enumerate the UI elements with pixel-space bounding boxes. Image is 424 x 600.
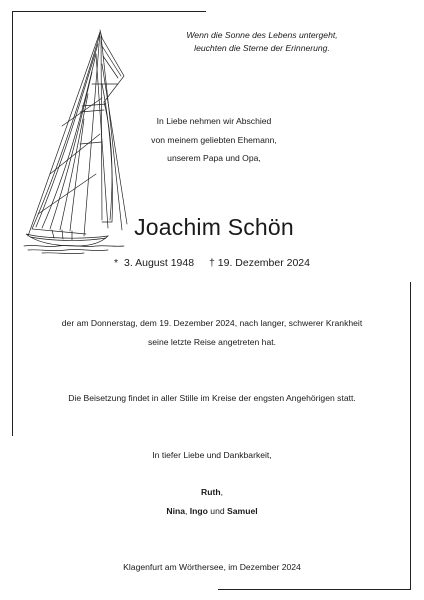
death-date: 19. Dezember 2024 [217, 257, 310, 269]
birth-symbol: * [114, 257, 119, 269]
verse-line-2: leuchten die Sterne der Erinnerung. [194, 43, 330, 53]
mourner-sep: , [185, 506, 190, 516]
intro-line-1: In Liebe nehmen wir Abschied [156, 116, 272, 126]
mourner-ingo: Ingo [189, 506, 208, 516]
funeral-notice: Die Beisetzung findet in aller Stille im Kreise der engsten Angehörigen statt. [68, 393, 356, 403]
mourner-and: und [207, 506, 228, 516]
passing-line-1: der am Donnerstag, dem 19. Dezember 2024, nach langer, schwerer Krankheit [61, 318, 363, 328]
mourner-line-2 [0, 507, 424, 516]
frame-top-rule [12, 11, 206, 12]
frame-bottom-rule [218, 589, 411, 590]
verse-line-1: Wenn die Sonne des Lebens untergeht, [186, 30, 338, 40]
death-symbol: † [209, 257, 215, 269]
mourner-ruth: Ruth [201, 487, 221, 497]
passing-line-2: seine letzte Reise angetreten hat. [147, 337, 277, 347]
birth-date: 3. August 1948 [124, 257, 195, 269]
intro-line-3: unserem Papa und Opa, [167, 153, 261, 163]
place-date: Klagenfurt am Wörthersee, im Dezember 2024 [123, 562, 301, 572]
mourner-line-1 [0, 488, 424, 497]
mourner-samuel: Samuel [227, 506, 258, 516]
mourner-ruth-comma: , [220, 487, 223, 497]
mourner-nina: Nina [166, 506, 185, 516]
thanks-line: In tiefer Liebe und Dankbarkeit, [152, 450, 272, 460]
deceased-name: Joachim Schön [134, 214, 294, 240]
frame-left-rule [12, 11, 13, 436]
life-dates [0, 258, 424, 269]
frame-right-rule [410, 282, 411, 590]
intro-line-2: von meinem geliebten Ehemann, [151, 135, 277, 145]
